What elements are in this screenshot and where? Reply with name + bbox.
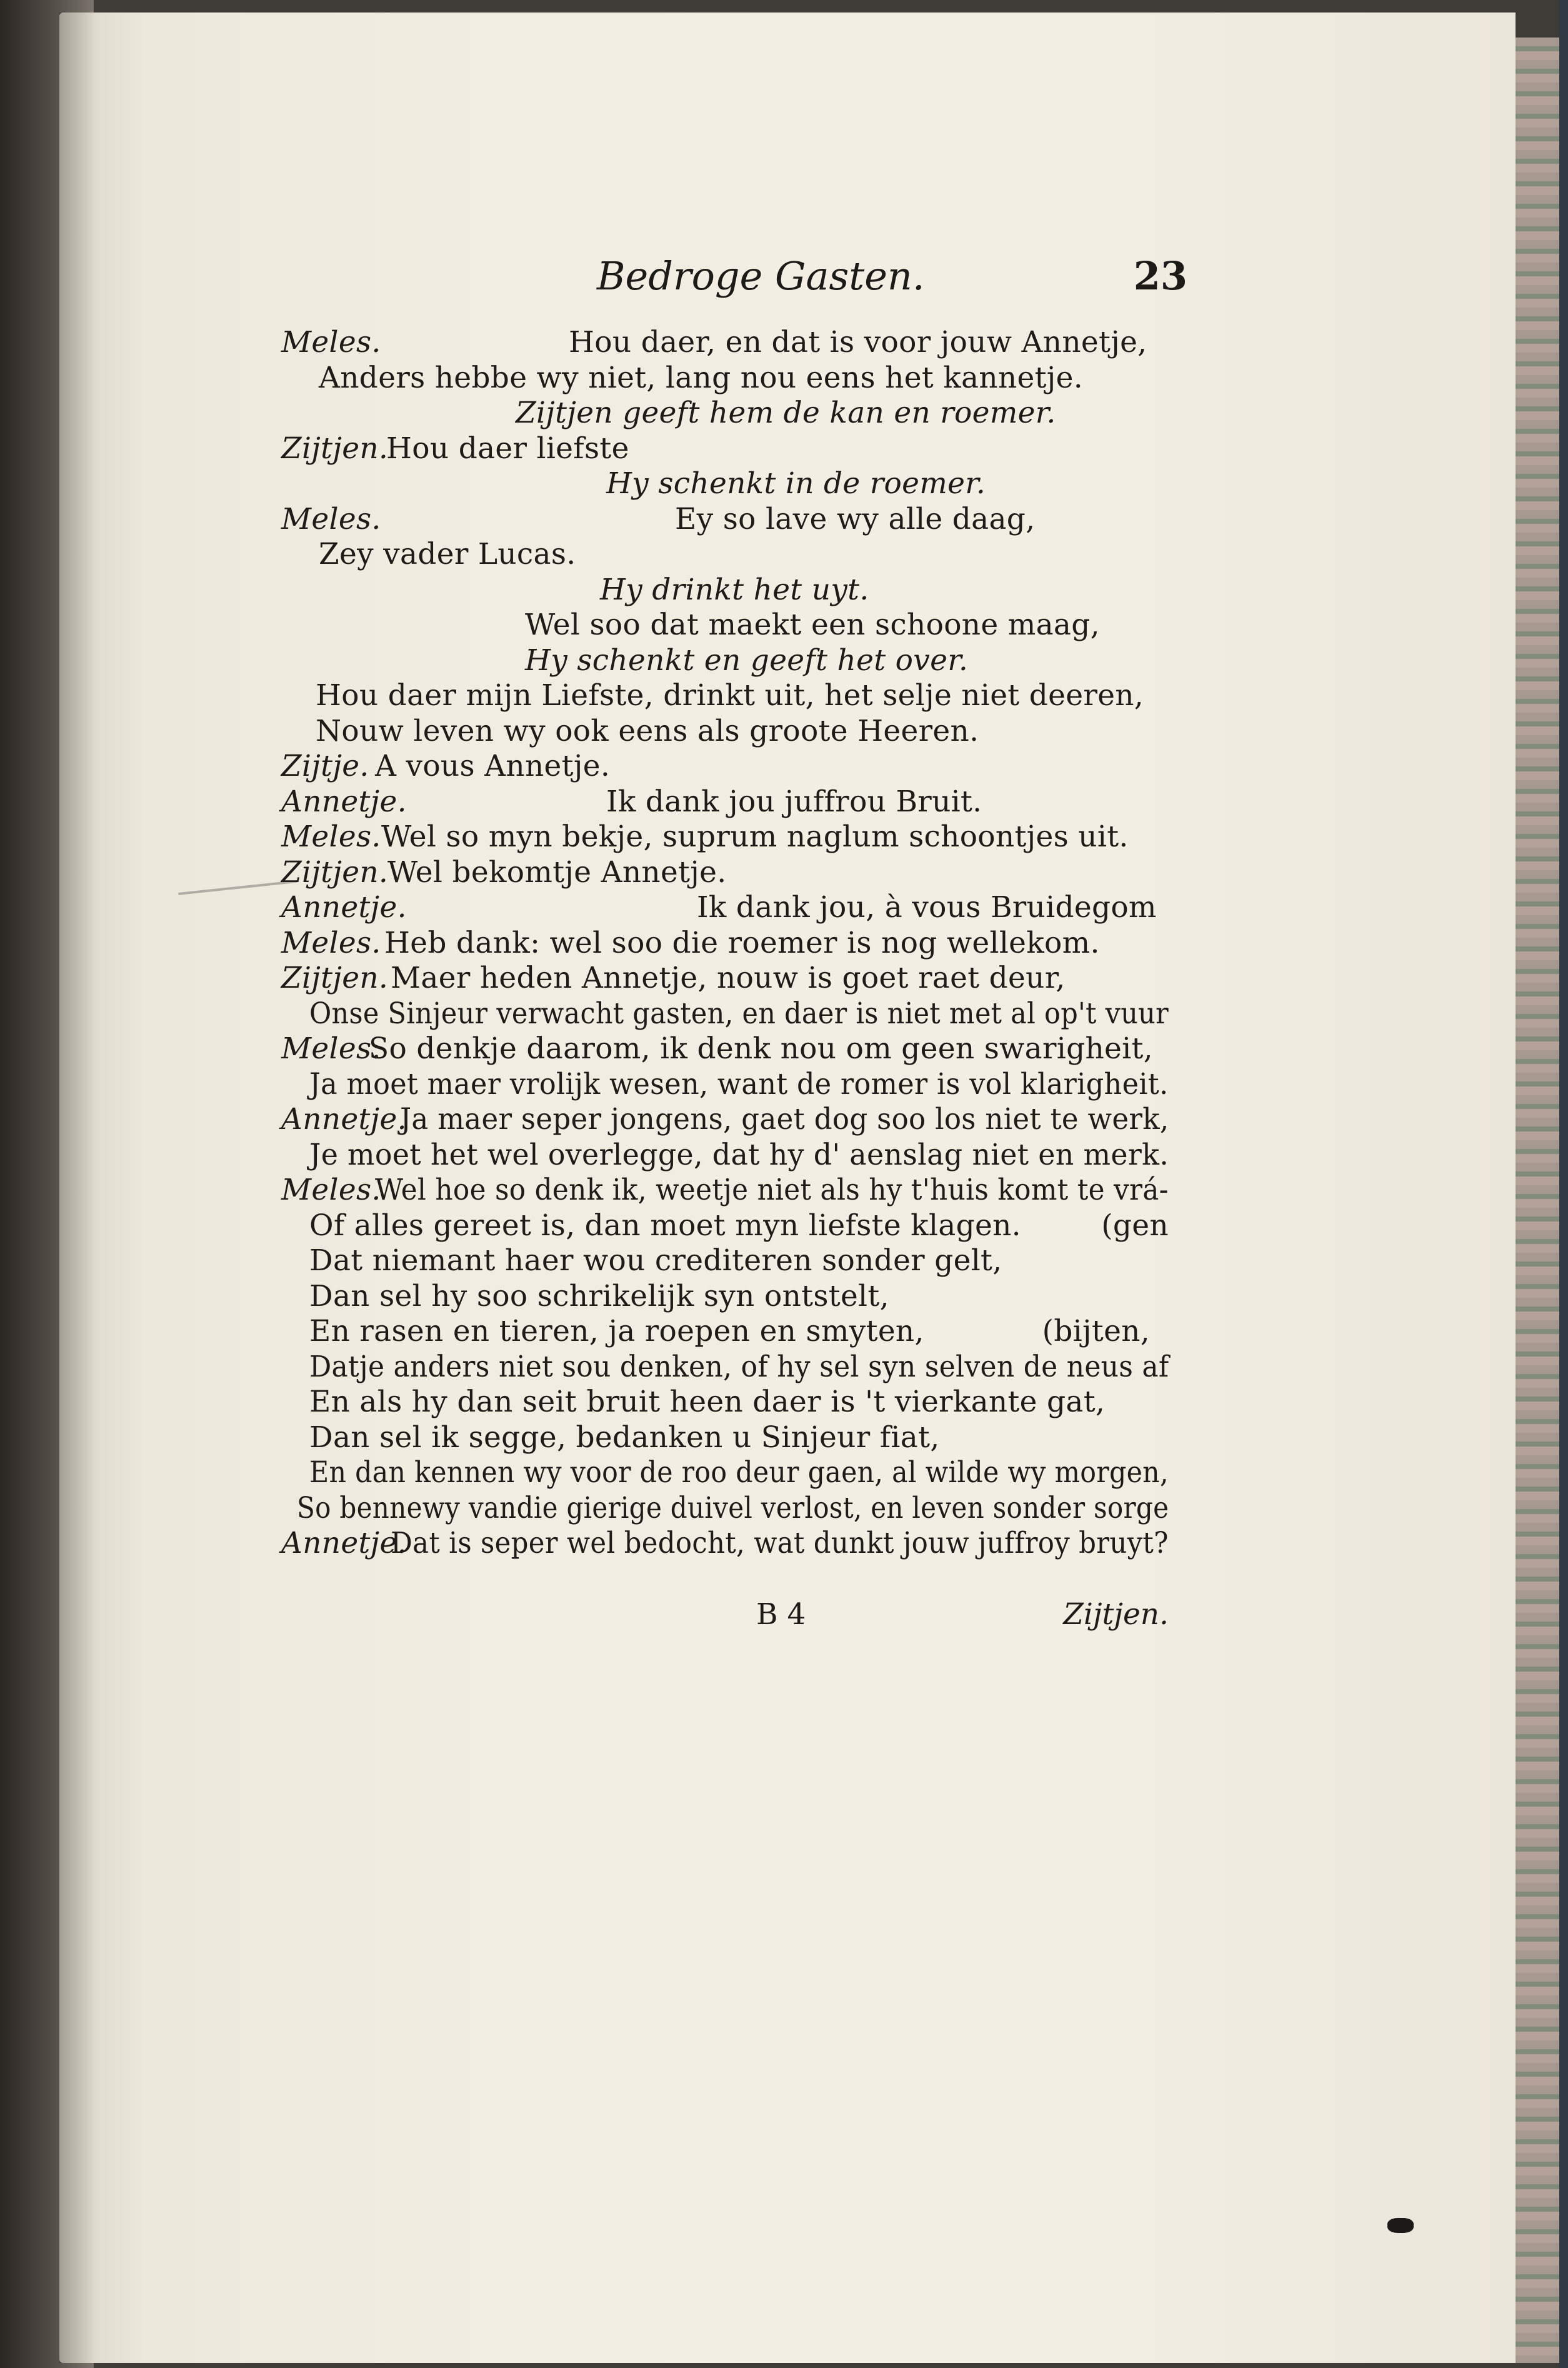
text-line — [281, 643, 1169, 679]
line-text: Wel bekomtje Annetje. — [387, 855, 727, 890]
line-text: En dan kennen wy voor de roo deur gaen, al wilde wy morgen, — [309, 1455, 1169, 1490]
line-text: Maer heden Annetje, nouw is goet raet deur, — [391, 961, 1066, 995]
line-text: Dat niemant haer wou crediteren sonder gelt, — [309, 1243, 1002, 1278]
ink-blot — [1387, 2218, 1414, 2233]
line-text: Hou daer, en dat is voor jouw Annetje, — [569, 325, 1147, 359]
line-text: So denkje daarom, ik denk nou om geen swarigheit, — [369, 1031, 1153, 1066]
text-line — [281, 1067, 1169, 1103]
text-line — [281, 1031, 1169, 1067]
text-line — [281, 502, 1169, 538]
cover-board — [1559, 0, 1568, 2368]
text-line — [281, 1455, 1169, 1491]
line-text: Ik dank jou juffrou Bruit. — [606, 784, 982, 819]
stage-direction: Hy schenkt en geeft het over. — [525, 643, 969, 678]
catchword: Zijtjen. — [1063, 1597, 1169, 1632]
speaker-name: Annetje. — [281, 890, 407, 925]
text-line — [281, 1279, 1169, 1315]
text-line — [281, 1526, 1169, 1562]
text-line — [281, 785, 1169, 820]
text-line — [281, 325, 1169, 361]
speaker-name: Meles. — [281, 820, 381, 854]
line-text: En rasen en tieren, ja roepen en smyten, — [309, 1314, 924, 1348]
text-line — [281, 961, 1169, 996]
text-line — [281, 996, 1169, 1032]
turnover-fragment: (gen — [1101, 1208, 1169, 1243]
line-text: Zey vader Lucas. — [319, 537, 576, 571]
text-line — [281, 466, 1169, 502]
speaker-name: Meles. — [281, 1031, 381, 1066]
speaker-name: Meles. — [281, 925, 381, 960]
text-line — [281, 855, 1169, 891]
text-line — [281, 1138, 1169, 1173]
text-line — [281, 537, 1169, 573]
stage-direction: Hy drinkt het uyt. — [600, 572, 869, 607]
signature-mark: B 4 — [756, 1597, 806, 1632]
text-line — [281, 573, 1169, 608]
speaker-name: Zijtje. — [281, 749, 369, 783]
line-text: Je moet het wel overlegge, dat hy d' aenslag niet en merk. — [309, 1137, 1169, 1172]
line-text: Ey so lave wy alle daag, — [675, 501, 1036, 536]
speaker-name: Meles. — [281, 1173, 381, 1207]
text-line — [281, 749, 1169, 785]
speaker-name: Annetje. — [281, 1526, 407, 1560]
page-header — [281, 253, 1187, 316]
page-footer — [281, 1597, 1169, 1641]
text-line — [281, 714, 1169, 750]
line-text: Hou daer mijn Liefste, drinkt uit, het selje niet deeren, — [316, 678, 1144, 713]
text-line — [281, 1314, 1169, 1350]
line-text: Wel soo dat maekt een schoone maag, — [525, 608, 1100, 642]
line-text: Ik dank jou, à vous Bruidegom — [697, 890, 1157, 925]
speaker-name: Annetje. — [281, 1102, 407, 1136]
line-text: Dat is seper wel bedocht, wat dunkt jouw juffroy bruyt? — [391, 1526, 1169, 1560]
speaker-name: Meles. — [281, 501, 381, 536]
text-line — [281, 608, 1169, 643]
text-line — [281, 1385, 1169, 1420]
text-line — [281, 1102, 1169, 1138]
text-line — [281, 1173, 1169, 1208]
line-text: Heb dank: wel soo die roemer is nog wellekom. — [384, 925, 1100, 960]
text-line — [281, 1208, 1169, 1244]
line-text: Datje anders niet sou denken, of hy sel syn selven de neus af — [309, 1349, 1169, 1384]
line-text: Ja moet maer vrolijk wesen, want de romer is vol klarigheit. — [309, 1066, 1169, 1101]
speaker-name: Zijtjen. — [281, 431, 389, 466]
line-text: A vous Annetje. — [375, 749, 611, 783]
text-line — [281, 1243, 1169, 1279]
line-text: Anders hebbe wy niet, lang nou eens het kannetje. — [319, 360, 1084, 395]
running-title: Bedroge Gasten. — [597, 253, 925, 299]
text-line — [281, 890, 1169, 926]
line-text: Dan sel ik segge, bedanken u Sinjeur fiat, — [309, 1420, 940, 1455]
line-text: Nouw leven wy ook eens als groote Heeren. — [316, 713, 979, 748]
line-text: Wel hoe so denk ik, weetje niet als hy t'huis komt te vrá- — [375, 1173, 1169, 1207]
text-line — [281, 1420, 1169, 1456]
line-text: Dan sel hy soo schrikelijk syn ontstelt, — [309, 1278, 889, 1313]
speaker-name: Annetje. — [281, 784, 407, 819]
speaker-name: Zijtjen. — [281, 961, 389, 995]
text-line — [281, 678, 1169, 714]
text-line — [281, 1350, 1169, 1385]
line-text: So bennewy vandie gierige duivel verlost, en leven sonder sorge — [297, 1490, 1169, 1525]
text-line — [281, 1491, 1169, 1527]
line-text: Onse Sinjeur verwacht gasten, en daer is niet met al op't vuur — [309, 996, 1169, 1031]
marbled-cover-edge — [1516, 38, 1559, 2363]
text-line — [281, 820, 1169, 855]
line-text: En als hy dan seit bruit heen daer is 't vierkante gat, — [309, 1385, 1106, 1419]
text-line — [281, 431, 1169, 467]
line-text: Ja maer seper jongens, gaet dog soo los niet te werk, — [400, 1102, 1169, 1136]
stage-direction: Zijtjen geeft hem de kan en roemer. — [516, 396, 1056, 430]
line-text: Of alles gereet is, dan moet myn liefste klagen. — [309, 1208, 1021, 1243]
line-text: Wel so myn bekje, suprum naglum schoontjes uit. — [381, 820, 1129, 854]
text-line — [281, 361, 1169, 396]
line-text: Hou daer liefste — [386, 431, 629, 466]
speaker-name: Zijtjen. — [281, 855, 389, 890]
turnover-fragment: (bijten, — [1042, 1314, 1150, 1348]
speaker-name: Meles. — [281, 325, 381, 359]
play-text — [281, 325, 1169, 1562]
stage-direction: Hy schenkt in de roemer. — [606, 466, 986, 501]
text-line — [281, 926, 1169, 961]
page-number: 23 — [1133, 253, 1187, 299]
text-line — [281, 396, 1169, 431]
